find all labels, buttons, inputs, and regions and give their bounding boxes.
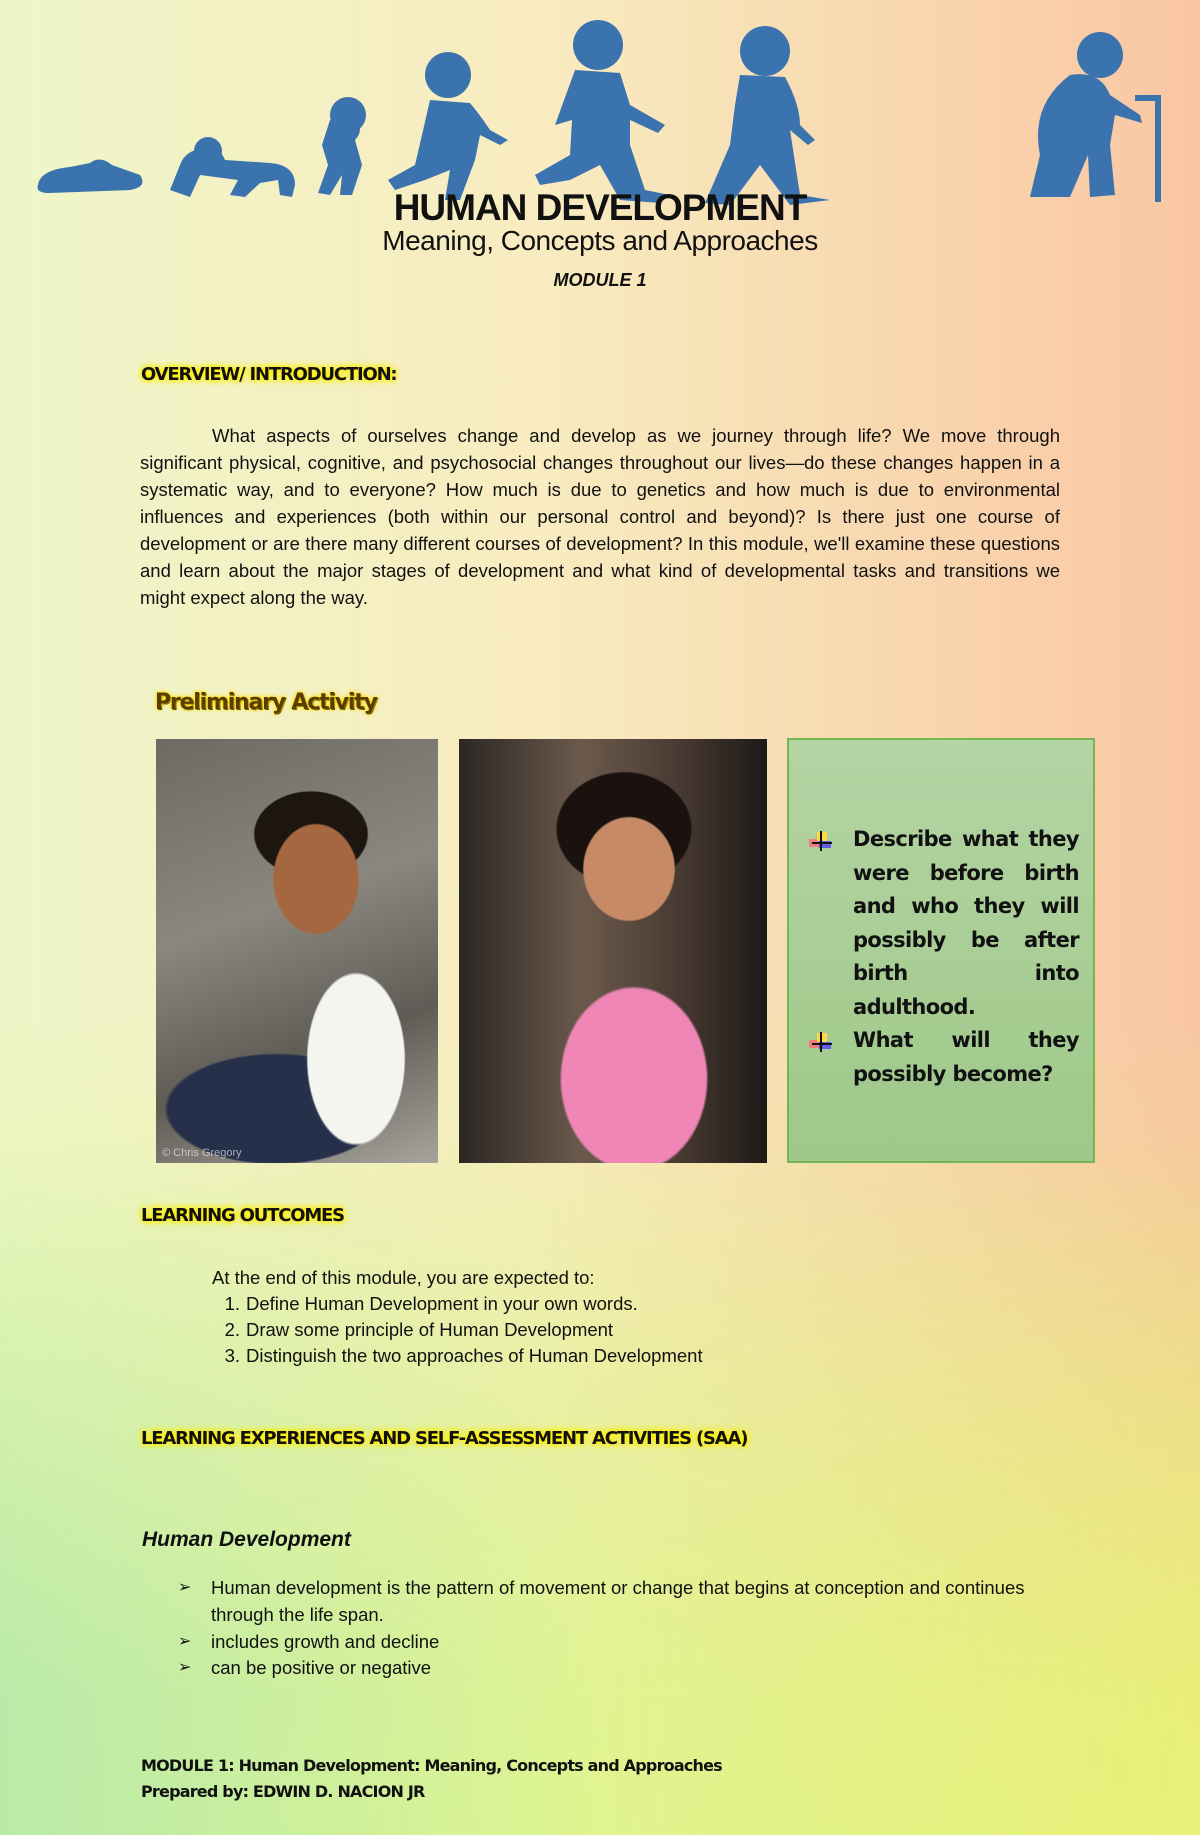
bullet-icon bbox=[809, 831, 833, 851]
bullet-item bbox=[178, 1655, 1068, 1682]
photo-watermark: © Chris Gregory bbox=[162, 1147, 242, 1159]
overview-text: What aspects of ourselves change and develop as we journey through life? We move through significant physical, cognitive, and psychosocial changes throughout our lives—do these changes happen in a systematic way, and to everyone? How much is due to genetics and how much is due to environmental influences and experiences (both within our personal control and beyond)? Is there just one course of development or are there many different courses of development? In this module, we'll examine these questions and learn about the major stages of development and what kind of developmental tasks and transitions we might expect along the way. bbox=[140, 425, 1060, 608]
outcome-item bbox=[212, 1317, 703, 1343]
footer-author-line: Prepared by: EDWIN D. NACION JR bbox=[141, 1782, 425, 1801]
document-subtitle: Meaning, Concepts and Approaches bbox=[382, 225, 818, 256]
learning-experiences-heading: LEARNING EXPERIENCES AND SELF-ASSESSMENT ACTIVITIES (SAA) bbox=[141, 1428, 748, 1449]
bullet-text: includes growth and decline bbox=[211, 1630, 440, 1652]
outcome-text: Define Human Development in your own words. bbox=[246, 1293, 638, 1314]
document-title: HUMAN DEVELOPMENT bbox=[393, 187, 807, 228]
outcome-number: 1. bbox=[224, 1293, 240, 1314]
bullet-text: can be positive or negative bbox=[211, 1657, 432, 1679]
bullet-text: Human development is the pattern of movement or change that begins at conception and continues through the life span. bbox=[211, 1577, 1025, 1625]
module-label: MODULE 1 bbox=[553, 270, 647, 290]
prompt-text: What will they possibly become? bbox=[853, 1028, 1079, 1086]
bullet-item bbox=[178, 1629, 1068, 1656]
adult-silhouette bbox=[535, 70, 670, 203]
arrow-bullet-icon: ➢ bbox=[178, 1632, 192, 1650]
activity-prompt-box bbox=[787, 738, 1095, 1163]
middle-aged-silhouette bbox=[705, 75, 830, 205]
arrow-bullet-icon: ➢ bbox=[178, 1659, 192, 1677]
child-silhouette bbox=[388, 100, 508, 200]
preliminary-activity-heading: Preliminary Activity bbox=[155, 690, 377, 715]
outcome-text: Draw some principle of Human Development bbox=[246, 1319, 614, 1340]
footer-module-line: MODULE 1: Human Development: Meaning, Concepts and Approaches bbox=[141, 1756, 722, 1775]
elderly-silhouette bbox=[1030, 74, 1142, 197]
human-development-subheading: Human Development bbox=[142, 1528, 351, 1551]
photo-smiling-boy bbox=[156, 739, 438, 1163]
photo-baby-girl bbox=[459, 739, 767, 1163]
arrow-bullet-icon: ➢ bbox=[178, 1579, 192, 1596]
prompt-text: Describe what they were before birth and who they will possibly be after birth into adulthood. bbox=[853, 827, 1079, 1019]
outcome-item bbox=[212, 1343, 703, 1369]
walking-cane bbox=[1155, 100, 1161, 202]
bullet-icon bbox=[809, 1032, 833, 1052]
overview-paragraph bbox=[140, 422, 1060, 611]
bullet-item bbox=[178, 1575, 1068, 1629]
human-life-stages-silhouette-banner bbox=[30, 15, 1170, 205]
learning-outcomes-heading: LEARNING OUTCOMES bbox=[141, 1205, 344, 1226]
overview-heading: OVERVIEW/ INTRODUCTION: bbox=[141, 364, 397, 385]
outcome-item bbox=[212, 1291, 703, 1317]
outcome-text: Distinguish the two approaches of Human Development bbox=[246, 1345, 703, 1366]
learning-outcomes bbox=[212, 1265, 703, 1369]
human-development-bullets bbox=[178, 1575, 1068, 1682]
outcome-number: 3. bbox=[224, 1345, 240, 1366]
prompt-item bbox=[809, 1024, 1079, 1091]
outcomes-intro: At the end of this module, you are expected to: bbox=[212, 1267, 595, 1288]
outcome-number: 2. bbox=[224, 1319, 240, 1340]
prompt-item bbox=[809, 823, 1079, 1024]
